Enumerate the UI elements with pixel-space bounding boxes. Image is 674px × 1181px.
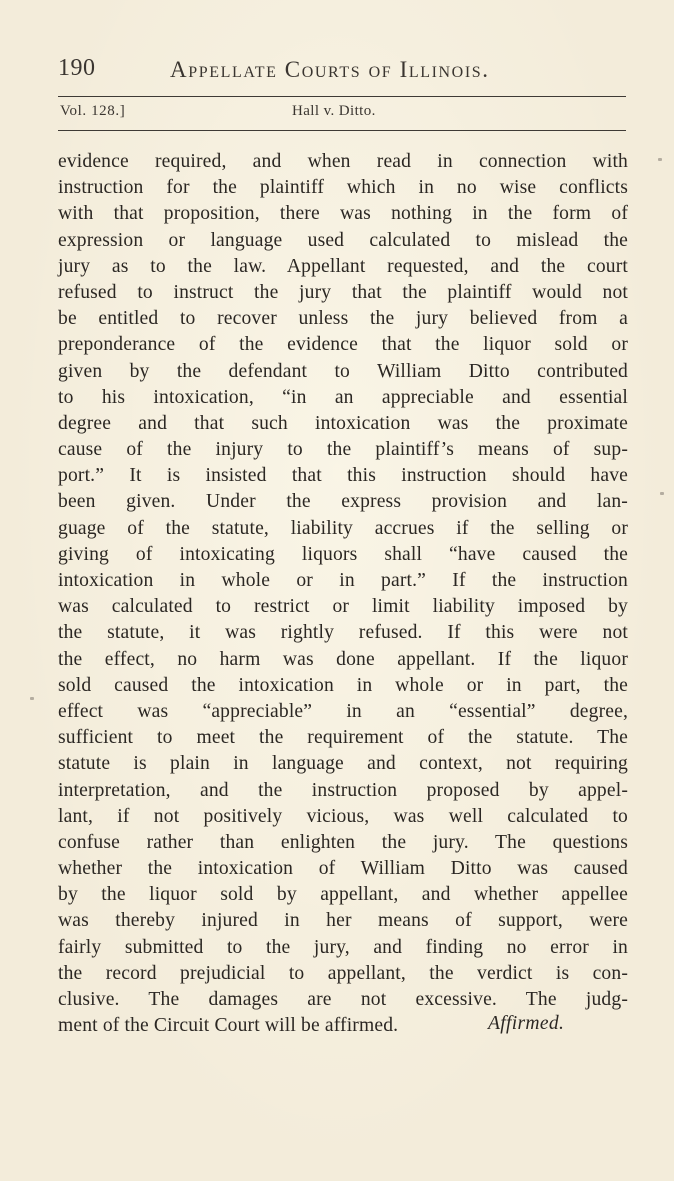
text-line: the effect, no harm was done appellant. If the liquor	[58, 648, 628, 670]
text-line-final: ment of the Circuit Court will be affirmed.	[58, 1015, 399, 1037]
text-line: preponderance of the evidence that the liquor sold or	[58, 334, 628, 356]
text-line: interpretation, and the instruction proposed by appel-	[58, 779, 628, 801]
text-line: given by the defendant to William Ditto contributed	[58, 360, 628, 382]
header-rule-bottom	[58, 130, 626, 131]
text-line: the statute, it was rightly refused. If this were not	[58, 622, 628, 644]
text-line: by the liquor sold by appellant, and whether appellee	[58, 884, 628, 906]
text-line: be entitled to recover unless the jury believed from a	[58, 308, 628, 330]
disposition-signoff: Affirmed.	[488, 1013, 565, 1034]
text-line: been given. Under the express provision and lan-	[58, 491, 628, 513]
case-name: Hall v. Ditto.	[292, 103, 376, 119]
header-rule-top	[58, 96, 626, 97]
margin-speck	[30, 697, 34, 700]
margin-speck	[658, 158, 662, 161]
text-line: refused to instruct the jury that the plaintiff would not	[58, 281, 628, 303]
running-title: Appellate Courts of Illinois.	[170, 57, 490, 82]
text-line: was calculated to restrict or limit liability imposed by	[58, 596, 628, 618]
text-line: statute is plain in language and context, not requiring	[58, 753, 628, 775]
text-line: the record prejudicial to appellant, the verdict is con-	[58, 962, 628, 984]
running-head	[58, 55, 628, 91]
volume-label: Vol. 128.]	[60, 103, 126, 119]
text-line: with that proposition, there was nothing in the form of	[58, 203, 628, 225]
text-line: confuse rather than enlighten the jury. The questions	[58, 831, 628, 853]
opinion-text	[58, 149, 628, 1039]
text-line: giving of intoxicating liquors shall “have caused the	[58, 543, 628, 565]
text-line: expression or language used calculated to mislead the	[58, 229, 628, 251]
text-line: was thereby injured in her means of support, were	[58, 910, 628, 932]
case-subheader	[60, 103, 628, 125]
text-line: port.” It is insisted that this instruction should have	[58, 465, 628, 487]
text-line: evidence required, and when read in connection with	[58, 151, 628, 172]
text-line: guage of the statute, liability accrues if the selling or	[58, 517, 628, 539]
text-line: fairly submitted to the jury, and finding no error in	[58, 936, 628, 958]
text-line: effect was “appreciable” in an “essential” degree,	[58, 700, 628, 722]
page-number: 190	[58, 55, 96, 81]
text-line: degree and that such intoxication was the proximate	[58, 412, 628, 434]
text-line: sold caused the intoxication in whole or in part, the	[58, 674, 628, 696]
text-line: intoxication in whole or in part.” If the instruction	[58, 570, 628, 591]
text-line: to his intoxication, “in an appreciable and essential	[58, 386, 628, 408]
margin-speck	[660, 492, 664, 495]
text-line: sufficient to meet the requirement of the statute. The	[58, 727, 628, 749]
text-line: cause of the injury to the plaintiff’s means of sup-	[58, 439, 628, 461]
text-line: whether the intoxication of William Ditto was caused	[58, 858, 628, 880]
text-line: instruction for the plaintiff which in no wise conflicts	[58, 177, 628, 199]
text-line: lant, if not positively vicious, was well calculated to	[58, 805, 628, 827]
text-line: clusive. The damages are not excessive. The judg-	[58, 989, 628, 1010]
text-line: jury as to the law. Appellant requested, and the court	[58, 255, 628, 277]
